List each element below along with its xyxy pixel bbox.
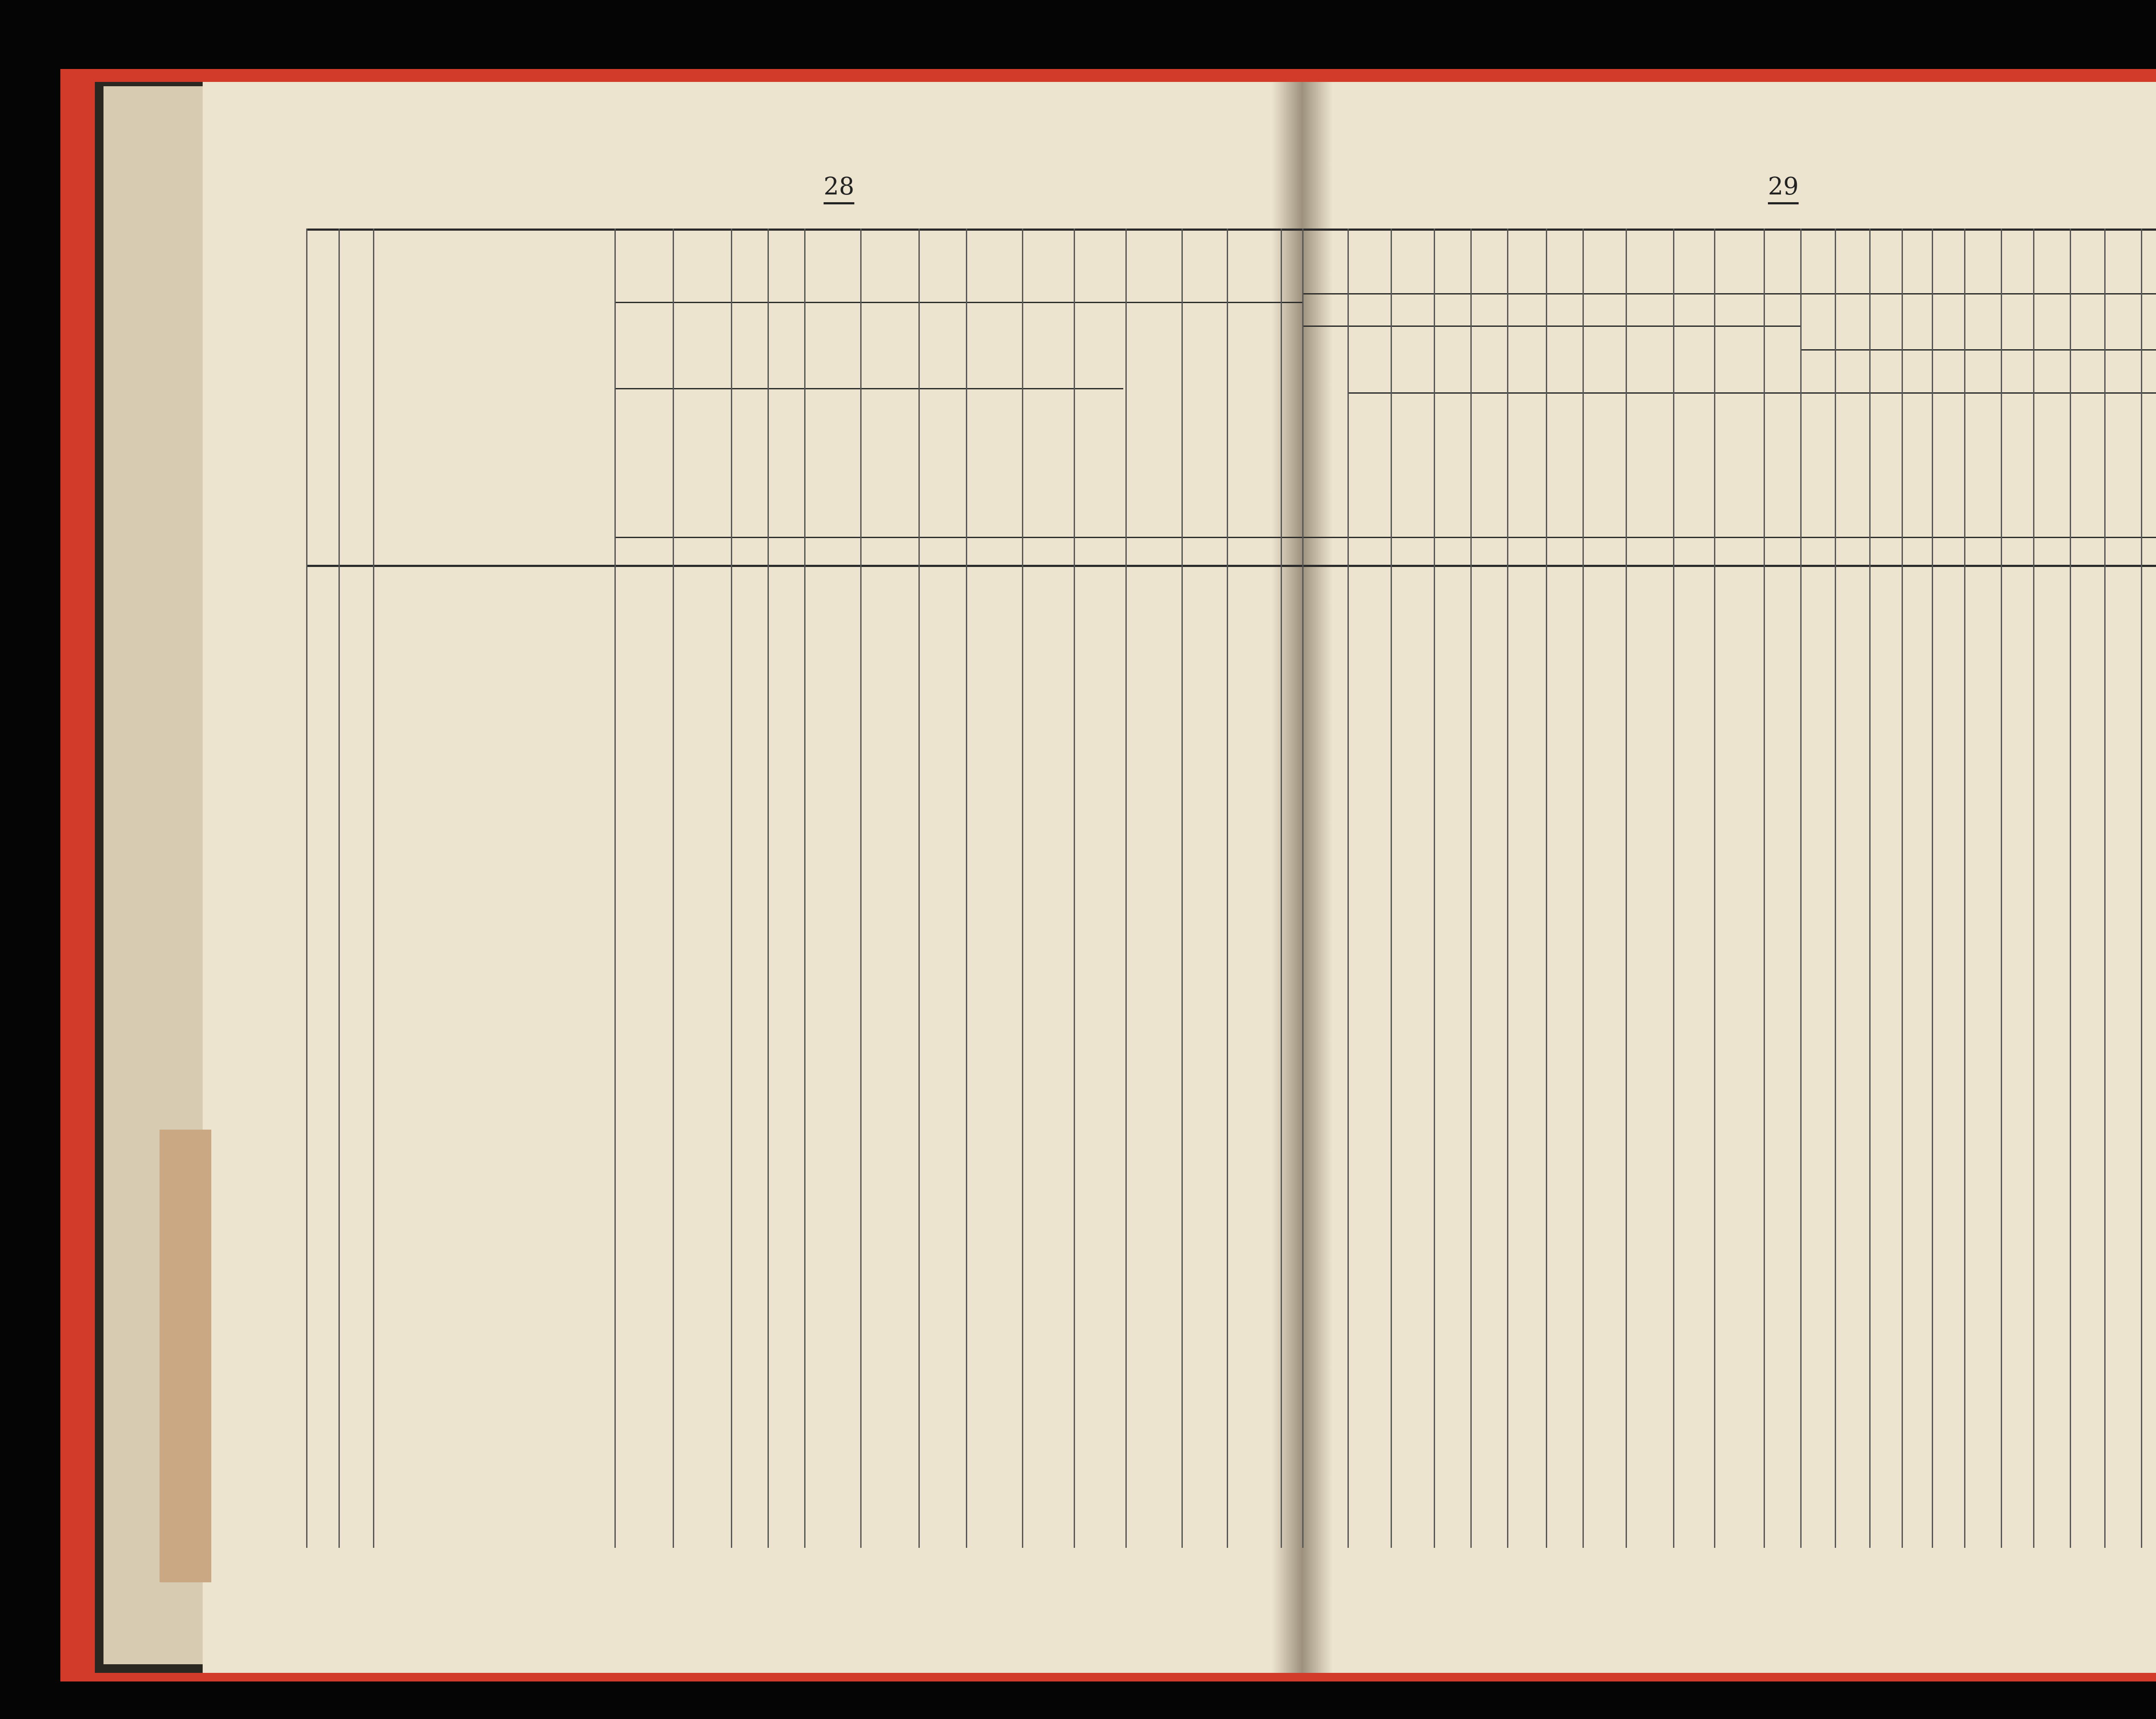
column-rule [1835, 229, 1836, 1548]
table-header-rule [306, 565, 2156, 567]
column-rule [1546, 229, 1547, 1548]
column-rule [2070, 229, 2071, 1548]
qty-rule [1302, 326, 1800, 327]
column-rule [860, 229, 862, 1548]
column-rule [1470, 229, 1472, 1548]
column-rule [966, 229, 967, 1548]
right-title-rule [1302, 293, 2156, 294]
column-rule [1800, 229, 1802, 1548]
page-number-left: 28 [824, 172, 855, 200]
page-number-right: 29 [1768, 172, 1799, 200]
column-rule [2033, 229, 2034, 1548]
column-rule [918, 229, 920, 1548]
column-rule [673, 229, 674, 1548]
column-rule [1626, 229, 1627, 1548]
table-top-rule [306, 229, 2156, 231]
column-rule [1714, 229, 1715, 1548]
column-rule [731, 229, 732, 1548]
dist-rule [1800, 349, 2156, 351]
column-rule [1227, 229, 1228, 1548]
column-rule [1673, 229, 1674, 1548]
left-title-rule [614, 302, 1302, 303]
column-rule [1764, 229, 1765, 1548]
left-page [203, 82, 1307, 1673]
column-rule [1022, 229, 1023, 1548]
column-rule [1583, 229, 1584, 1548]
column-rule [1902, 229, 1903, 1548]
column-rule [338, 229, 340, 1548]
column-rule [1181, 229, 1183, 1548]
column-rule [2001, 229, 2002, 1548]
column-rule [2104, 229, 2106, 1548]
column-rule [1391, 229, 1392, 1548]
column-rule [1869, 229, 1871, 1548]
column-rule [1507, 229, 1508, 1548]
column-rule [1302, 229, 1304, 1548]
colno-rule [614, 537, 2156, 538]
column-rule [306, 229, 307, 1548]
column-rule [373, 229, 374, 1548]
column-rule [1074, 229, 1075, 1548]
column-rule [614, 229, 616, 1548]
column-rule [2141, 229, 2142, 1548]
column-rule [1125, 229, 1127, 1548]
column-rule [1281, 229, 1282, 1548]
column-rule [768, 229, 769, 1548]
column-rule [1964, 229, 1965, 1548]
column-rule [1932, 229, 1933, 1548]
column-rule [804, 229, 805, 1548]
subgroup-rule [614, 388, 1123, 389]
column-rule [1348, 229, 1349, 1548]
subgroup-rule-right [1348, 392, 2156, 394]
column-rule [1434, 229, 1435, 1548]
paper-tag [160, 1130, 211, 1582]
